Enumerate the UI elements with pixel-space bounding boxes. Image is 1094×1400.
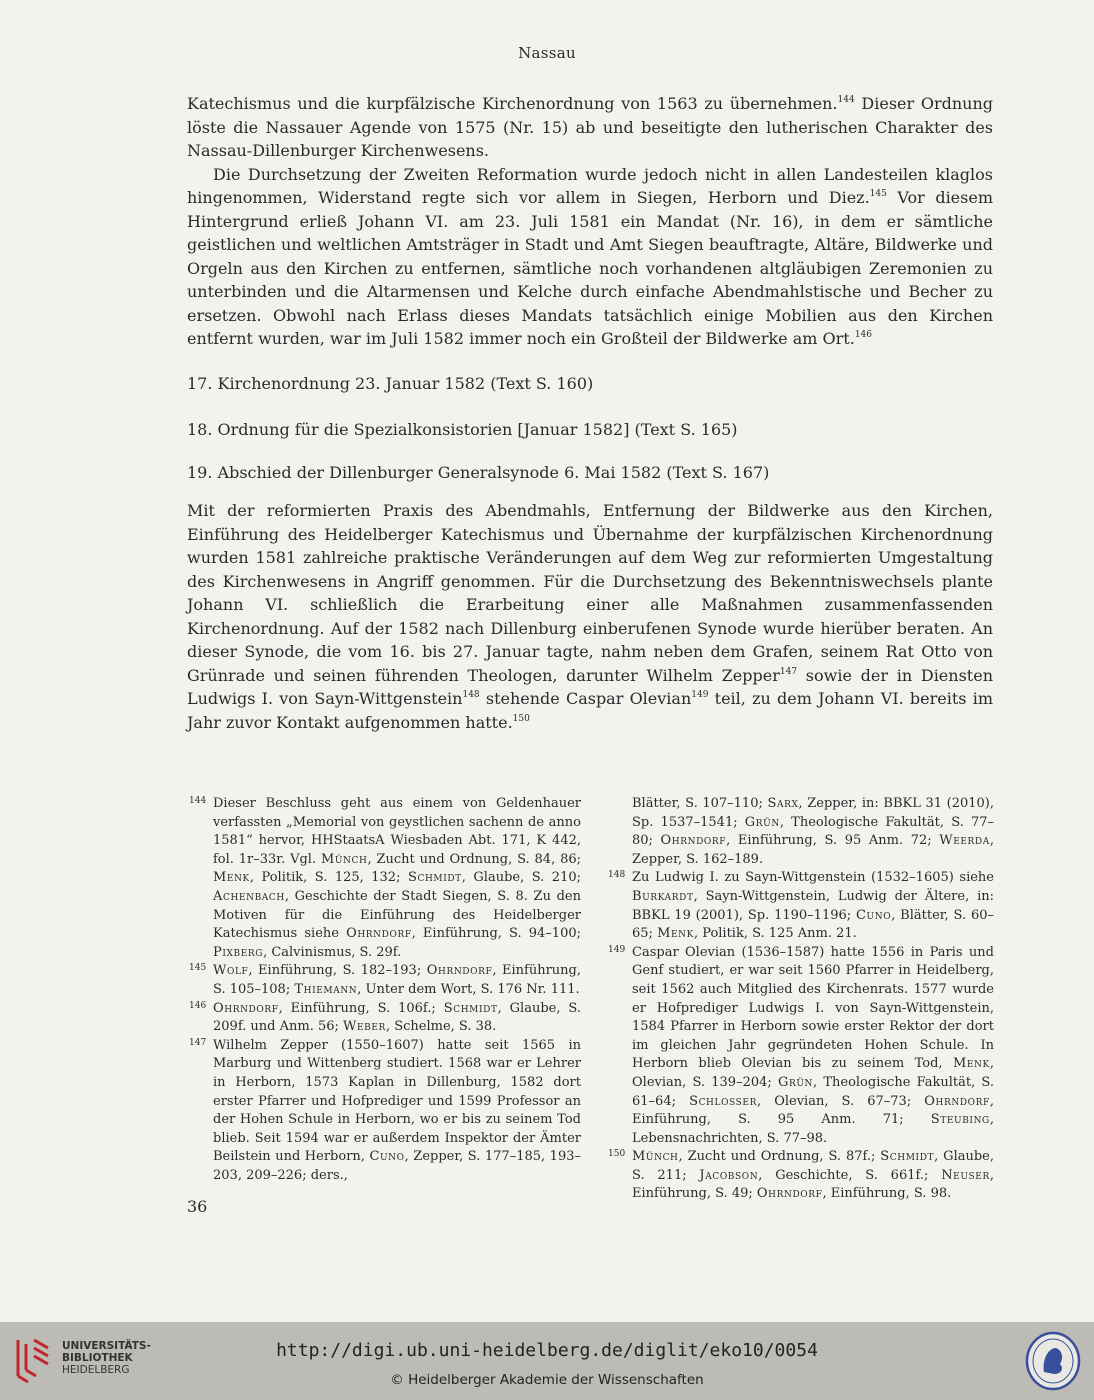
- page-number: 36: [187, 1197, 208, 1216]
- author-name: Wolf: [213, 963, 249, 979]
- text-run: , Zucht und Ordnung, S. 84, 86;: [367, 851, 581, 867]
- footnote-number: 148: [608, 870, 626, 881]
- text-run: , Schelme, S. 38.: [385, 1019, 497, 1035]
- text-run: , Zucht und Ordnung, S. 87f.;: [678, 1149, 881, 1165]
- paragraph-2-text: [187, 163, 993, 351]
- paragraph-3-text: [187, 499, 993, 734]
- footnote-number: 150: [608, 1149, 626, 1160]
- footnote-ref: 147: [779, 666, 798, 677]
- footnote-number: 146: [189, 1000, 207, 1011]
- footnote-number: 147: [189, 1037, 207, 1048]
- author-name: Schmidt: [407, 870, 462, 886]
- text-run: , Zepper, S. 162–189.: [632, 833, 994, 867]
- author-name: Menk: [952, 1056, 990, 1072]
- author-name: Weber: [343, 1019, 386, 1035]
- footnote-149: [608, 944, 994, 1149]
- author-name: Menk: [213, 870, 250, 886]
- text-run: , Einführung, S. 105–108;: [213, 963, 581, 997]
- author-name: Cuno: [856, 907, 892, 923]
- author-name: Jacobson: [699, 1167, 759, 1183]
- author-name: Schmidt: [880, 1149, 935, 1165]
- paragraph-3: [187, 499, 993, 734]
- library-footer: [0, 1322, 1094, 1400]
- permalink-url[interactable]: http://digi.ub.uni-heidelberg.de/diglit/eko10/0054: [276, 1340, 818, 1361]
- author-name: Schmidt: [443, 1000, 498, 1016]
- text-run: Wilhelm Zepper (1550–1607) hatte seit 1565 in Marburg und Wittenberg studiert. 1568 war er Lehrer in Herborn, 1573 Kaplan in Dillenburg, 1582 dort erster Pfarrer und Hofprediger und 1599 Professor an der Hohen Schule in Herborn, wo er bis zu seinem Tod blieb. Seit 1594 war er außerdem Inspektor der Ämter Beilstein und Herborn,: [213, 1037, 581, 1165]
- author-name: Münch: [632, 1149, 679, 1165]
- text-run: , Olevian, S. 139–204;: [632, 1056, 994, 1090]
- author-name: Ohrndorf: [924, 1093, 990, 1109]
- text-run: , Glaube, S. 209f. und Anm. 56;: [213, 1000, 581, 1035]
- text-run: , Geschichte der Stadt Siegen, S. 8. Zu den Motiven für die Einführung des Heidelberger Katechismus siehe: [213, 888, 581, 942]
- author-name: Pixberg: [213, 944, 264, 960]
- footnote-ref: 144: [837, 95, 855, 105]
- text-run: , Glaube, S. 211;: [632, 1149, 994, 1183]
- author-name: Burkardt: [632, 888, 694, 904]
- text-run: Die Durchsetzung der Zweiten Reformation wurde jedoch nicht in allen Landesteilen klaglos hingenommen, Widerstand regte sich vor allem in Siegen, Herborn und Diez.: [187, 164, 993, 207]
- text-run: , Glaube, S. 210;: [461, 870, 581, 886]
- text-run: , Einführung, S. 98.: [822, 1186, 952, 1202]
- text-run: Zu Ludwig I. zu Sayn-Wittgenstein (1532–1605) siehe: [632, 870, 994, 886]
- footnote-ref: 148: [462, 690, 480, 700]
- author-name: Neuser: [941, 1167, 990, 1183]
- paragraph-1-text: [187, 92, 993, 163]
- author-name: Sarx: [767, 796, 799, 811]
- text-run: , Einführung, S. 94–100;: [411, 926, 581, 942]
- text-run: Blätter, S. 107–110;: [632, 796, 768, 811]
- text-run: teil, zu dem Johann VI. bereits im Jahr zuvor Kontakt aufgenommen hatte.: [187, 689, 993, 732]
- library-name-line-1: UNIVERSITÄTS-: [62, 1340, 151, 1352]
- footnote-ref: 146: [854, 330, 872, 340]
- footnote-144: [189, 795, 581, 962]
- text-run: , Sayn-Wittgenstein, Ludwig der Ältere, in: BBKL 19 (2001), Sp. 1190–1196;: [632, 888, 994, 923]
- author-name: Achenbach: [213, 888, 285, 904]
- footnote-ref: 150: [512, 713, 530, 724]
- text-run: , Einführung, S. 95 Anm. 71;: [632, 1093, 994, 1128]
- footnote-number: 145: [189, 963, 207, 974]
- library-name-line-3: HEIDELBERG: [62, 1364, 130, 1376]
- footnote-146: [189, 1000, 581, 1037]
- author-name: Ohrndorf: [660, 833, 727, 849]
- author-name: Schlosser: [689, 1093, 757, 1109]
- author-name: Ohrndorf: [213, 1000, 279, 1016]
- author-name: Grün: [744, 814, 780, 830]
- author-name: Münch: [320, 851, 368, 867]
- section-heading-17: 17. Kirchenordnung 23. Januar 1582 (Text S. 160): [187, 374, 594, 393]
- text-run: Katechismus und die kurpfälzische Kirchenordnung von 1563 zu übernehmen.: [187, 94, 838, 113]
- paragraph-1: [187, 92, 993, 351]
- footnotes-right-column: [608, 795, 994, 1204]
- footnote-ref: 149: [691, 690, 709, 700]
- text-run: , Einführung, S. 182–193;: [248, 963, 427, 979]
- text-run: , Einführung, S. 49;: [632, 1167, 994, 1202]
- author-name: Ohrndorf: [426, 963, 493, 979]
- text-run: Vor diesem Hintergrund erließ Johann VI. am 23. Juli 1581 ein Mandat (Nr. 16), in dem er sämtliche geistlichen und weltlichen Amtsträger in Stadt und Amt Siegen beauftragte, Altäre, Bildwerke und Orgeln aus den Kirchen zu entfernen, sämtliche noch vorhandenen altgläubigen Zeremonien zu unterbinden und die Altarmensen und Kelche durch einfache Abendmahlstische und Becher zu ersetzen. Obwohl nach Erlass dieses Mandats tatsächlich einige Mobilien aus den Kirchen entfernt wurden, war im Juli 1582 immer noch ein Großteil der Bildwerke am Ort.: [187, 188, 994, 348]
- copyright-notice: © Heidelberger Akademie der Wissenschaften: [390, 1372, 704, 1388]
- text-run: , Olevian, S. 67–73;: [756, 1093, 925, 1109]
- author-name: Thiemann: [294, 981, 358, 997]
- author-name: Ohrndorf: [756, 1186, 823, 1202]
- footnote-150: [608, 1148, 994, 1204]
- academy-seal-icon[interactable]: [1024, 1330, 1082, 1392]
- text-run: , Einführung, S. 106f.;: [278, 1000, 444, 1016]
- text-run: Dieser Ordnung löste die Nassauer Agende von 1575 (Nr. 15) ab und beseitigte den lutherischen Charakter des Nassau-Dillenburger Kirchenwesens.: [187, 94, 993, 160]
- text-run: , Politik, S. 125 Anm. 21.: [693, 926, 857, 942]
- library-name-line-2: BIBLIOTHEK: [62, 1352, 133, 1364]
- footnote-147-continued: [608, 795, 994, 869]
- author-name: Menk: [657, 926, 694, 942]
- text-run: , Zepper, S. 177–185, 193–203, 209–226; ders.,: [213, 1149, 581, 1183]
- text-run: , Zepper, in: BBKL 31 (2010), Sp. 1537–1541;: [632, 796, 994, 830]
- footnote-number: 144: [189, 796, 207, 806]
- text-run: , Unter dem Wort, S. 176 Nr. 111.: [357, 981, 580, 997]
- footnote-147: [189, 1037, 581, 1186]
- footnote-145: [189, 962, 581, 999]
- text-run: , Einführung, S. 95 Anm. 72;: [726, 833, 940, 849]
- text-run: , Geschichte, S. 661f.;: [758, 1167, 942, 1183]
- author-name: Grün: [777, 1074, 813, 1090]
- text-run: , Calvinismus, S. 29f.: [263, 944, 402, 960]
- footnote-ref: 145: [869, 189, 887, 199]
- text-run: , Blätter, S. 60–65;: [632, 907, 994, 942]
- footnotes-left-column: [189, 795, 581, 1185]
- section-heading-18: 18. Ordnung für die Spezialkonsistorien [Januar 1582] (Text S. 165): [187, 420, 738, 439]
- text-run: stehende Caspar Olevian: [479, 689, 692, 708]
- text-run: Caspar Olevian (1536–1587) hatte 1556 in Paris und Genf studiert, er war seit 1560 Pfarrer in Heidelberg, seit 1562 auch Mitglied des Kirchenrats. 1577 wurde er Hofprediger Ludwigs I. von Sayn-Wittgenstein, 1584 Pfarrer in Herborn sowie erster Rektor der dort im gleichen Jahr gegründeten Hohen Schule. In Herborn blieb Olevian bis zu seinem Tod,: [632, 944, 994, 1072]
- footnote-number: 149: [608, 944, 626, 955]
- running-title: Nassau: [518, 44, 576, 62]
- author-name: Ohrndorf: [346, 926, 412, 942]
- text-run: , Lebensnachrichten, S. 77–98.: [632, 1112, 994, 1146]
- footnote-148: [608, 869, 994, 943]
- text-run: , Theologische Fakultät, S. 61–64;: [632, 1074, 994, 1109]
- author-name: Cuno: [369, 1149, 405, 1165]
- text-run: Dieser Beschluss geht aus einem von Geldenhauer verfassten „Memorial von geystlichen sachenn de anno 1581“ hervor, HHStaatsA Wiesbaden Abt. 171, K 442, fol. 1r–33r. Vgl.: [213, 796, 581, 867]
- section-heading-19: 19. Abschied der Dillenburger Generalsynode 6. Mai 1582 (Text S. 167): [187, 463, 770, 482]
- author-name: Steubing: [930, 1112, 990, 1128]
- author-name: Weerda: [939, 833, 990, 849]
- text-run: , Theologische Fakultät, S. 77–80;: [632, 814, 994, 849]
- text-run: Mit der reformierten Praxis des Abendmahls, Entfernung der Bildwerke aus den Kirchen, Einführung des Heidelberger Katechismus und Übernahme der kurpfälzischen Kirchenordnung wurden 1581 zahlreiche praktische Veränderungen auf dem Weg zur reformierten Umgestaltung des Kirchenwesens in Angriff genommen. Für die Durchsetzung des Bekenntniswechsels plante Johann VI. schließlich die Erarbeitung einer alle Maßnahmen zusammenfassenden Kirchenordnung. Auf der 1582 nach Dillenburg einberufenen Synode wurde hierüber beraten. An dieser Synode, die vom 16. bis 27. Januar tagte, nahm neben dem Grafen, seinem Rat Otto von Grünrade und seinen führenden Theologen, darunter Wilhelm Zepper: [187, 501, 993, 685]
- text-run: sowie der in Diensten Ludwigs I. von Sayn-Wittgenstein: [187, 665, 993, 708]
- text-run: , Politik, S. 125, 132;: [249, 870, 408, 886]
